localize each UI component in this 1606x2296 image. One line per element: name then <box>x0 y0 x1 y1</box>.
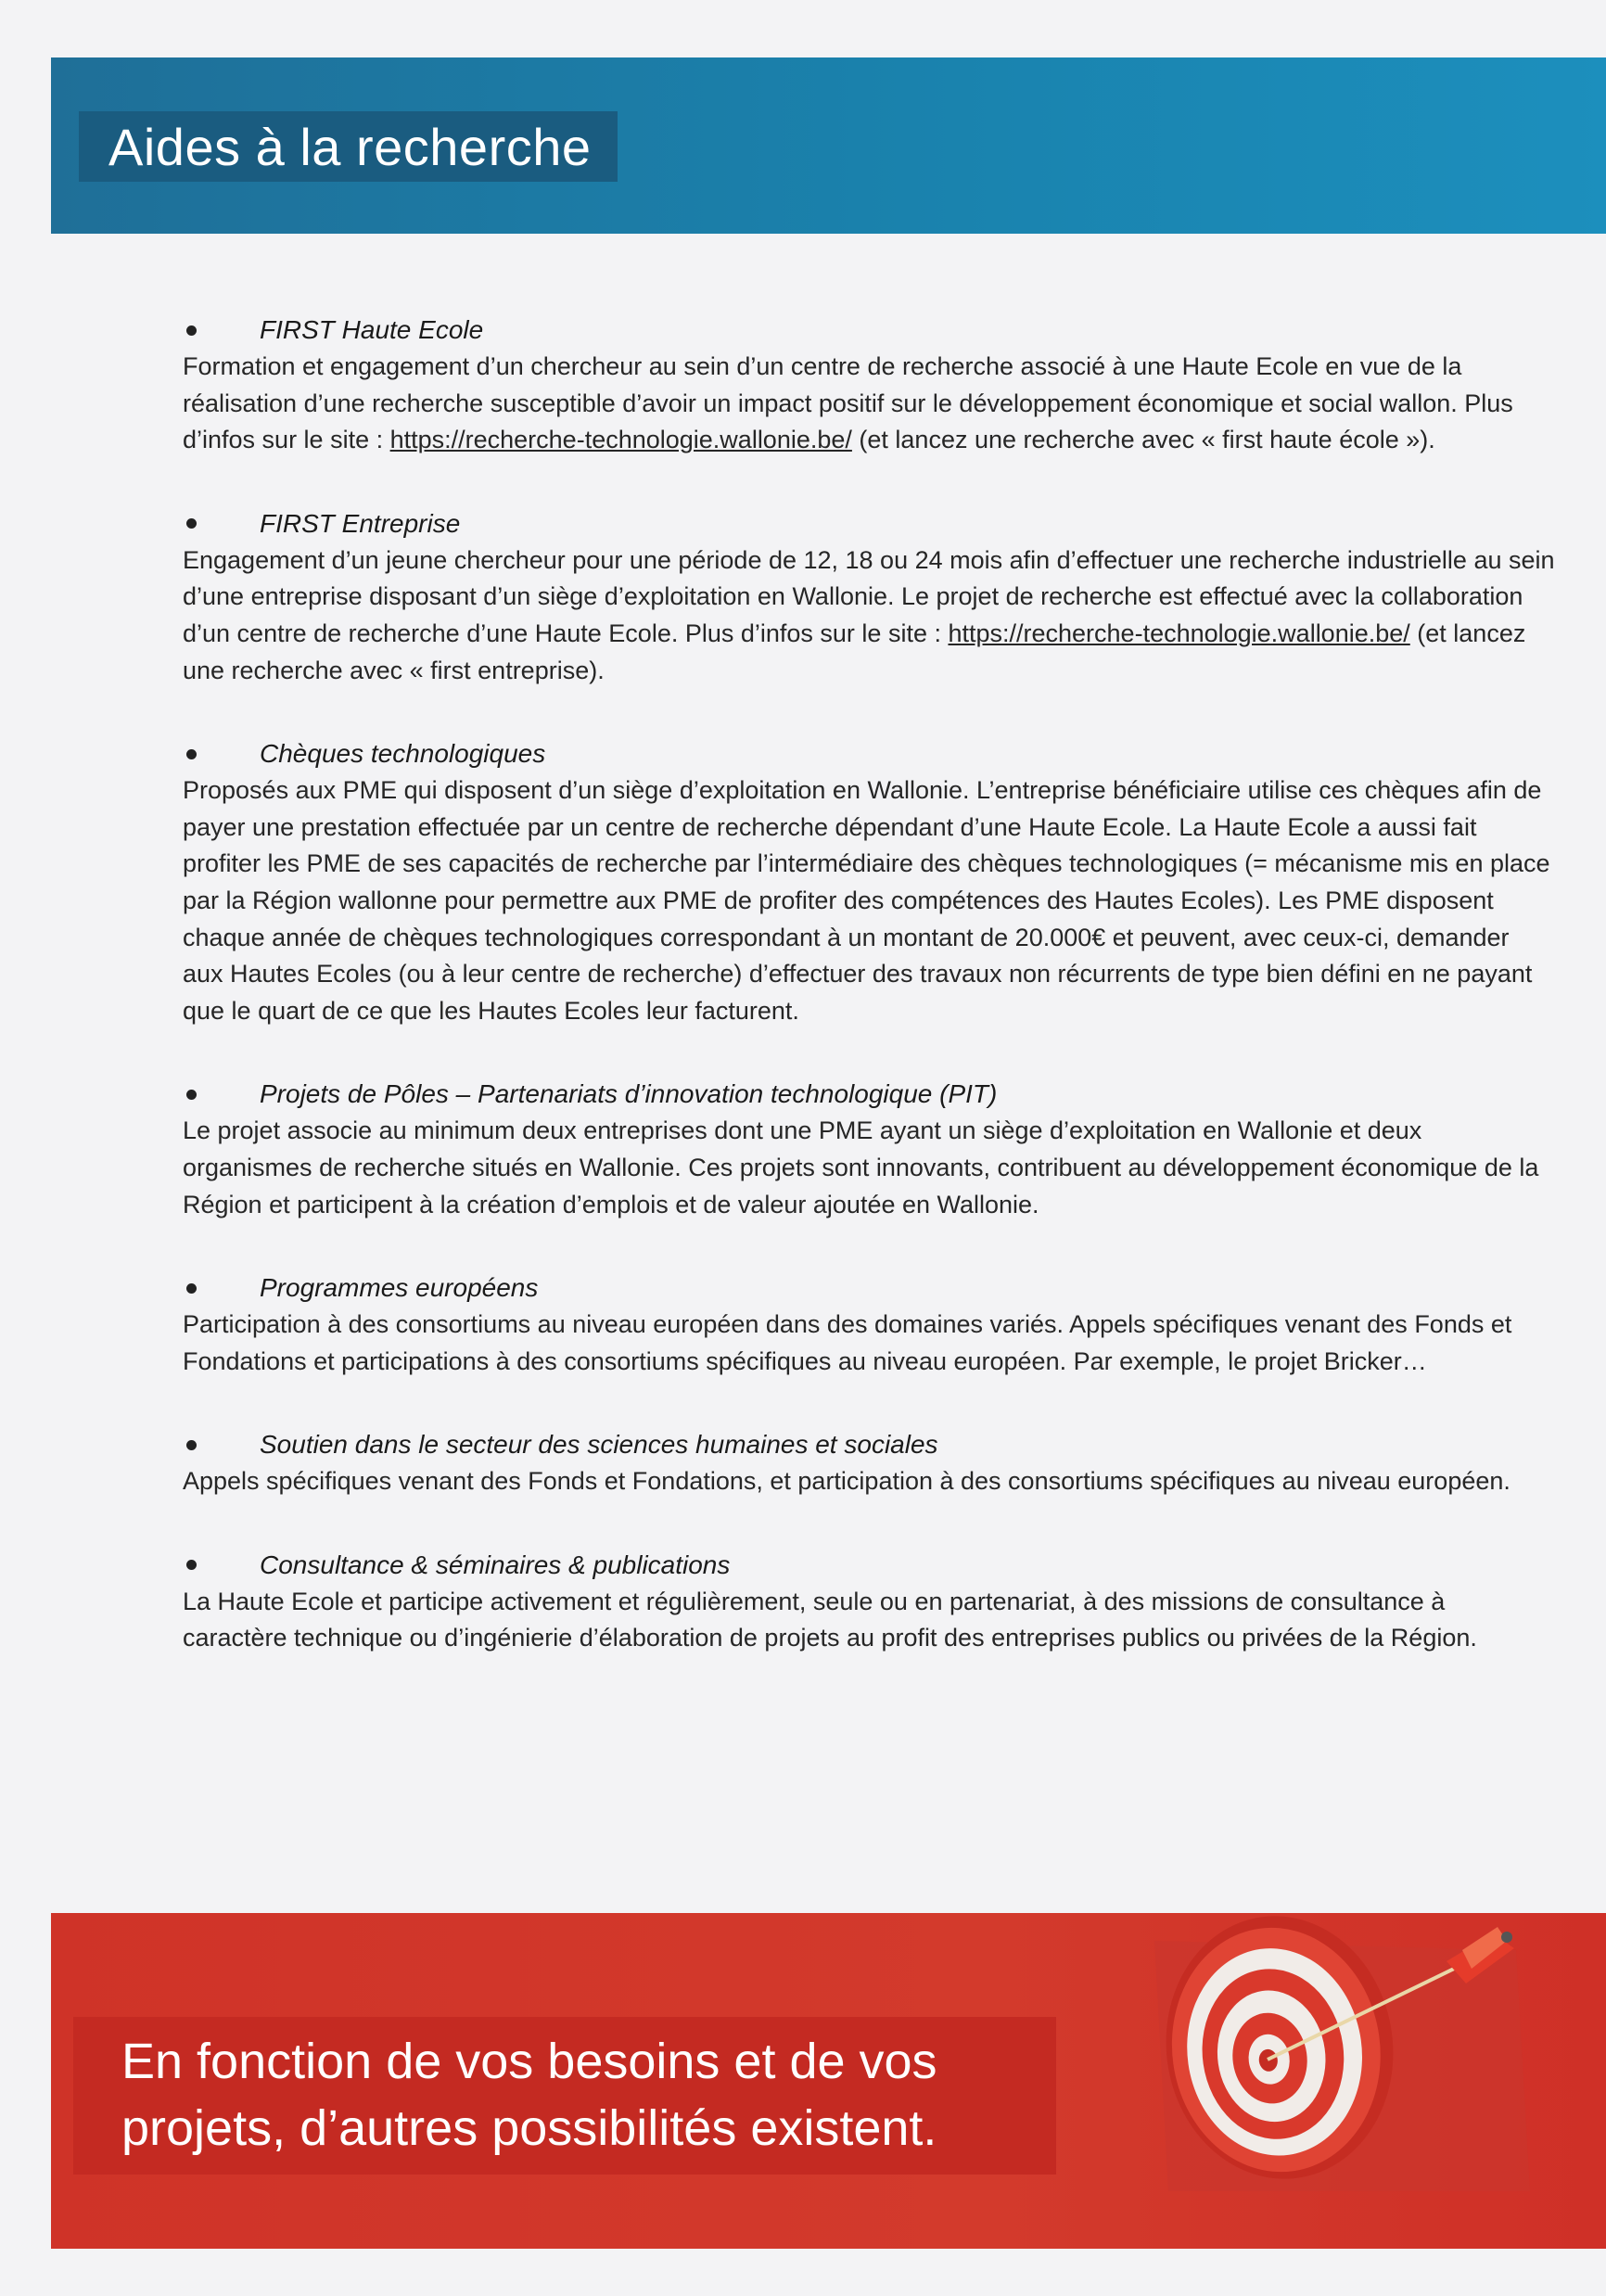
section-body: Appels spécifiques venant des Fonds et Fondations, et participation à des consortiums spécifiques au niveau européen. <box>183 1467 1510 1496</box>
section-title: Programmes européens <box>260 1273 539 1303</box>
bullet-icon <box>186 749 197 759</box>
section-cheques-technologiques <box>183 735 1555 1029</box>
target-dart-icon <box>1117 1885 1544 2191</box>
section-heading <box>183 735 1555 772</box>
section-body: Proposés aux PME qui disposent d’un siège d’exploitation en Wallonie. L’entreprise bénéficiaire utilise ces chèques afin de payer une prestation effectuée par un centre de recherche dépendant d’une Haute Ecole. La Haute Ecole a aussi fait profiter les PME de ses capacités de recherche par l’intermédiaire des chèques technologiques (= mécanisme mis en place par la Région wallonne pour permettre aux PME de profiter des compétences des Hautes Ecoles). Les PME disposent chaque année de chèques technologiques correspondant à un montant de 20.000€ et peuvent, avec ceux-ci, demander aux Hautes Ecoles (ou à leur centre de recherche) d’effectuer des travaux non récurrents de type bien défini en ne payant que le quart de ce que les Hautes Ecoles leur facturent. <box>183 776 1550 1025</box>
section-body: Participation à des consortiums au niveau européen dans des domaines variés. Appels spécifiques venant des Fonds et Fondations et participations à des consortiums spécifiques au niveau européen. Par exemple, le projet Bricker… <box>183 1310 1512 1375</box>
section-body: Le projet associe au minimum deux entreprises dont une PME ayant un siège d’exploitation en Wallonie et deux organismes de recherche situés en Wallonie. Ces projets sont innovants, contribuent au développement économique de la Région et participent à la création d’emplois et de valeur ajoutée en Wallonie. <box>183 1116 1539 1218</box>
website-link[interactable]: https://recherche-technologie.wallonie.be/ <box>948 619 1410 647</box>
section-text-end: (et lancez une recherche avec « first haute école »). <box>851 426 1435 454</box>
section-title: Chèques technologiques <box>260 739 546 769</box>
section-heading <box>183 1547 1555 1584</box>
research-aids-list <box>183 312 1555 1703</box>
section-text-end: (et lancez une recherche avec « first entreprise). <box>183 619 1526 684</box>
bullet-icon <box>186 1440 197 1450</box>
section-programmes-europeens <box>183 1269 1555 1380</box>
bullet-icon <box>186 1090 197 1100</box>
section-heading <box>183 1426 1555 1463</box>
section-first-haute-ecole <box>183 312 1555 459</box>
section-title: Consultance & séminaires & publications <box>260 1550 731 1579</box>
footer-band <box>51 1913 1606 2249</box>
section-body <box>183 542 1555 689</box>
section-title: Projets de Pôles – Partenariats d’innovation technologique (PIT) <box>260 1079 998 1109</box>
section-title: FIRST Entreprise <box>260 508 461 538</box>
header-title-box <box>79 111 618 182</box>
section-title: Soutien dans le secteur des sciences humaines et sociales <box>260 1430 938 1460</box>
website-link[interactable]: https://recherche-technologie.wallonie.be/ <box>389 426 852 454</box>
header-band <box>51 57 1606 234</box>
section-heading <box>183 312 1555 349</box>
page-title: Aides à la recherche <box>108 117 592 176</box>
section-title: FIRST Haute Ecole <box>260 315 484 344</box>
section-body: La Haute Ecole et participe activement et régulièrement, seule ou en partenariat, à des missions de consultance à caractère technique ou d’ingénierie d’élaboration de projets au profit des entreprises publics ou privées de la Région. <box>183 1587 1477 1652</box>
section-projets-de-poles <box>183 1076 1555 1223</box>
section-body <box>183 349 1555 459</box>
section-text: Engagement d’un jeune chercheur pour une période de 12, 18 ou 24 mois afin d’effectuer une recherche industrielle au sein d’une entreprise disposant d’un siège d’exploitation en Wallonie. Le projet de recherche est effectué avec la collaboration d’un centre de recherche d’une Haute Ecole. Plus d’infos sur le site : <box>183 545 1555 647</box>
section-text: Formation et engagement d’un chercheur au sein d’un centre de recherche associé à une Haute Ecole en vue de la réalisation d’une recherche susceptible d’avoir un impact positif sur le développement économique et social wallon. Plus d’infos sur le site : <box>183 352 1513 454</box>
section-heading <box>183 505 1555 542</box>
bullet-icon <box>186 1560 197 1570</box>
bullet-icon <box>186 325 197 336</box>
bullet-icon <box>186 518 197 529</box>
slogan-box <box>73 2017 1056 2175</box>
slogan-line-2: projets, d’autres possibilités existent. <box>121 2100 937 2156</box>
slogan-line-1: En fonction de vos besoins et de vos <box>121 2034 937 2089</box>
section-sciences-humaines <box>183 1426 1555 1500</box>
section-heading <box>183 1076 1555 1113</box>
section-heading <box>183 1269 1555 1307</box>
section-first-entreprise <box>183 505 1555 689</box>
bullet-icon <box>186 1283 197 1294</box>
section-consultance <box>183 1547 1555 1657</box>
